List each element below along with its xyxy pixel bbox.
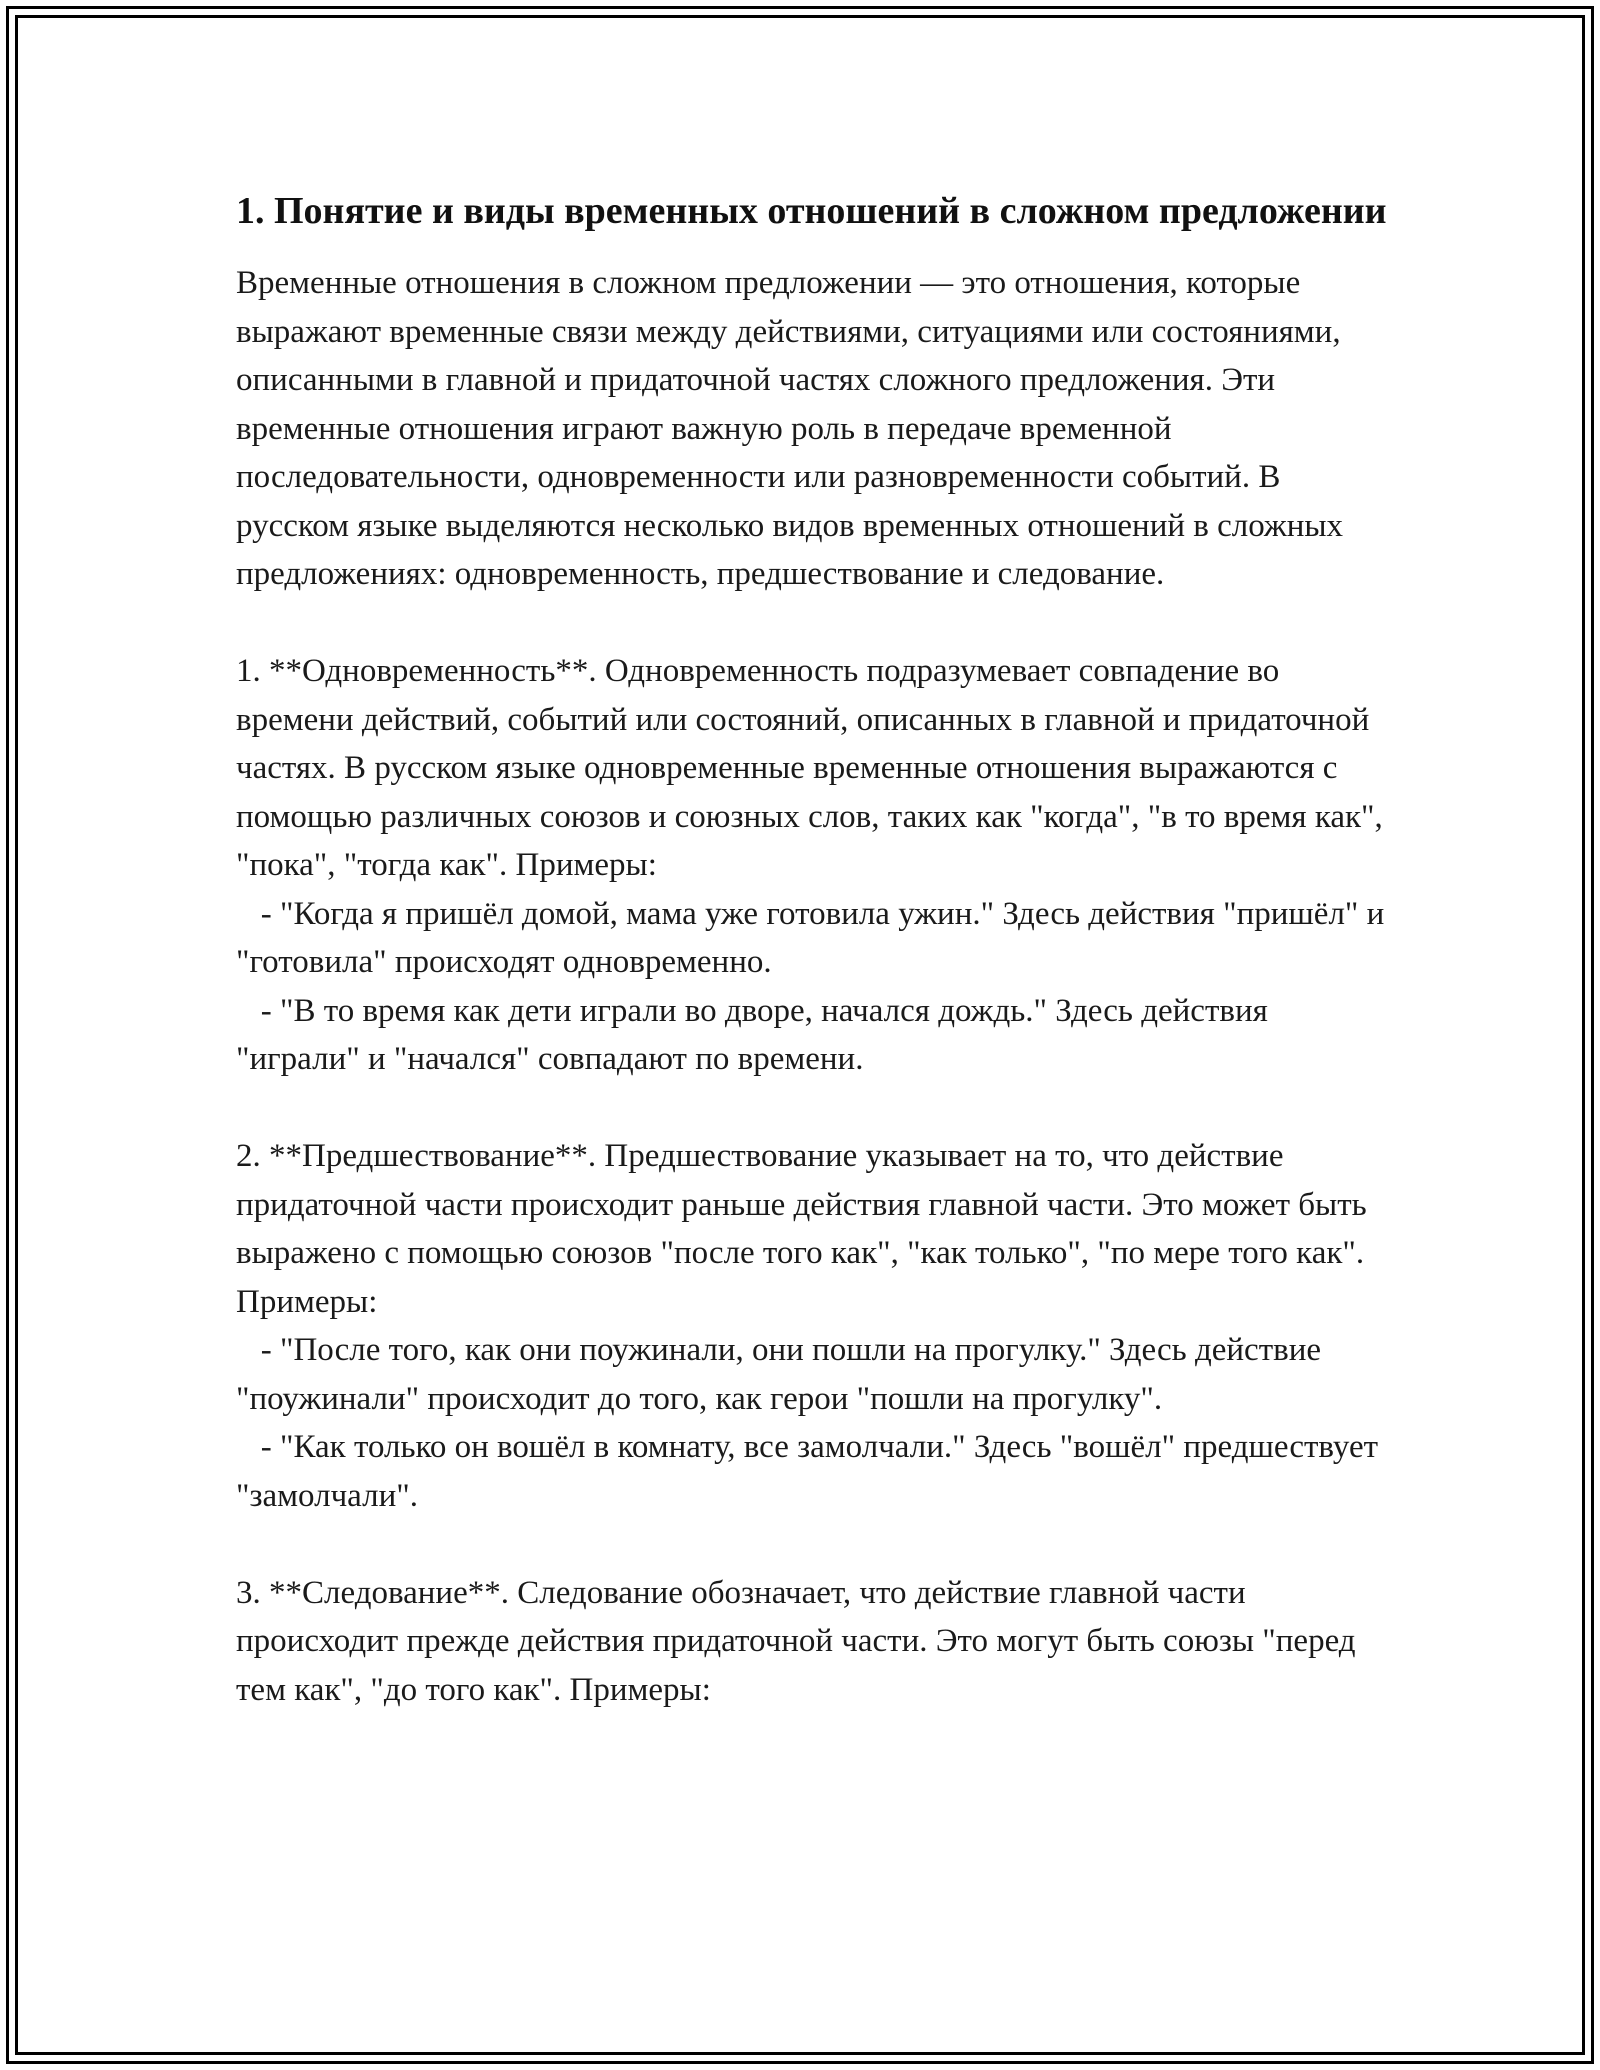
section-heading: 1. Понятие и виды временных отношений в сложном предложении bbox=[236, 190, 1387, 232]
intro-paragraph: Временные отношения в сложном предложении — это отношения, которые выражают временные связи между действиями, ситуациями или состояниями, описанными в главной и придаточной частях сложного предложения. Эти временные отношения играют важную роль в передаче временной последовательности, одновременности или разновременности событий. В русском языке выделяются несколько видов временных отношений в сложных предложениях: одновременность, предшествование и следование. bbox=[236, 265, 1352, 592]
succession-section: 3. **Следование**. Следование обозначает, что действие главной части происходит прежде действия придаточной части. Это могут быть союзы "перед тем как", "до того как". Примеры: bbox=[236, 1574, 1364, 1708]
simultaneity-section: 1. **Одновременность**. Одновременность подразумевает совпадение во времени действий, событий или состояний, описанных в главной и придаточной частях. В русском языке одновременные временные отношения выражаются с помощью различных союзов и союзных слов, таких как "когда", "в то время как", "пока", "тогда как". Примеры: - "Когда я пришёл домой, мама уже готовила ужин." Здесь действия "пришёл" и "готовила" происходят одновременно. - "В то время как дети играли во дворе, начался дождь." Здесь действия "играли" и "начался" совпадают по времени. bbox=[236, 653, 1385, 1077]
document-body bbox=[236, 183, 1396, 1714]
precedence-section: 2. **Предшествование**. Предшествование указывает на то, что действие придаточной части происходит раньше действия главной части. Это может быть выражено с помощью союзов "после того как", "как только", "по мере того как". Примеры: - "После того, как они поужинали, они пошли на прогулку." Здесь действие "поужинали" происходит до того, как герои "пошли на прогулку". - "Как только он вошёл в комнату, все замолчали." Здесь "вошёл" предшествует "замолчали". bbox=[236, 1138, 1379, 1514]
